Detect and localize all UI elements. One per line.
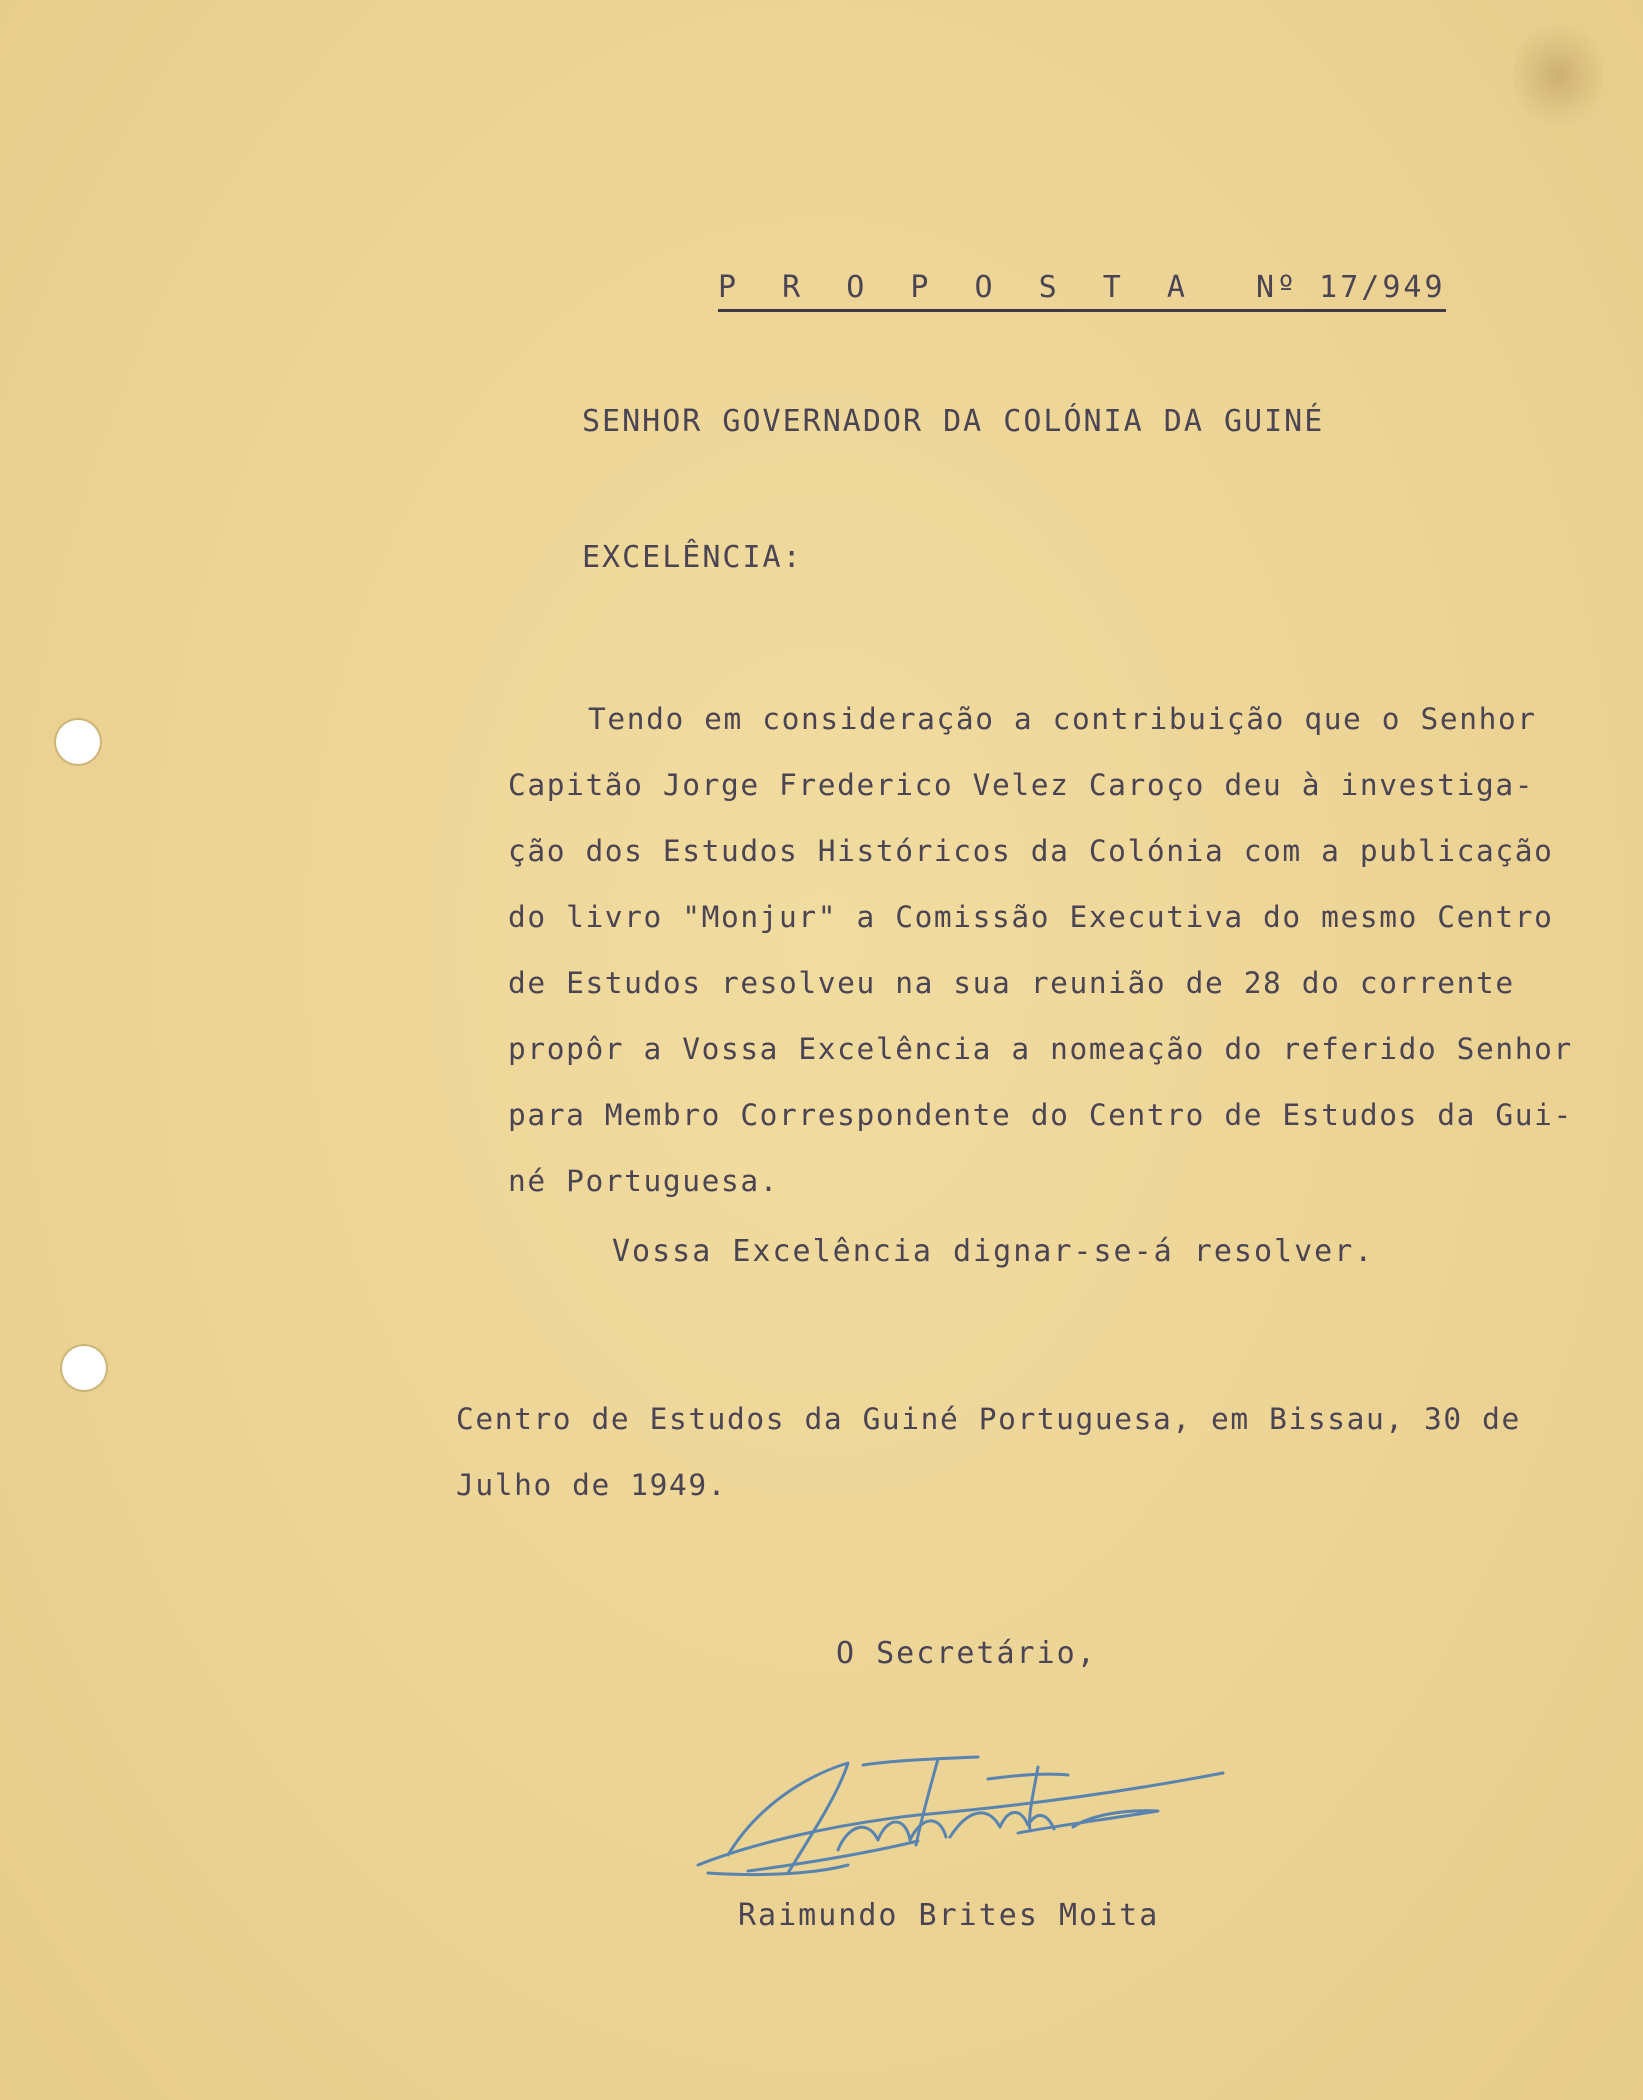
body-line: do livro "Monjur" a Comissão Executiva do mesmo Centro: [508, 900, 1554, 934]
document-title: [718, 270, 1446, 312]
handwritten-signature: [688, 1745, 1248, 1895]
place-date-line: Julho de 1949.: [456, 1468, 728, 1502]
body-line: ção dos Estudos Históricos da Colónia com a publicação: [508, 834, 1554, 868]
punch-hole-bottom: [62, 1346, 106, 1390]
body-line: né Portuguesa.: [508, 1164, 780, 1198]
salutation: EXCELÊNCIA:: [582, 540, 803, 575]
closing-formula: Vossa Excelência dignar-se-á resolver.: [612, 1234, 1375, 1269]
signatory-name: Raimundo Brites Moita: [738, 1898, 1160, 1933]
punch-hole-top: [56, 720, 100, 764]
title-word: P R O P O S T A: [718, 270, 1199, 305]
place-date-line: Centro de Estudos da Guiné Portuguesa, em Bissau, 30 de: [456, 1402, 1521, 1436]
body-line: Capitão Jorge Frederico Velez Caroço deu à investiga-: [508, 768, 1535, 802]
signatory-role: O Secretário,: [836, 1636, 1097, 1671]
body-line: Tendo em consideração a contribuição que o Senhor: [588, 702, 1537, 736]
paper-stain: [1513, 20, 1603, 130]
body-line: de Estudos resolveu na sua reunião de 28 do corrente: [508, 966, 1515, 1000]
body-line: propôr a Vossa Excelência a nomeação do referido Senhor: [508, 1032, 1573, 1066]
proposal-number: Nº 17/949: [1256, 270, 1446, 305]
body-line: para Membro Correspondente do Centro de Estudos da Gui-: [508, 1098, 1573, 1132]
addressee: SENHOR GOVERNADOR DA COLÓNIA DA GUINÉ: [582, 404, 1325, 439]
